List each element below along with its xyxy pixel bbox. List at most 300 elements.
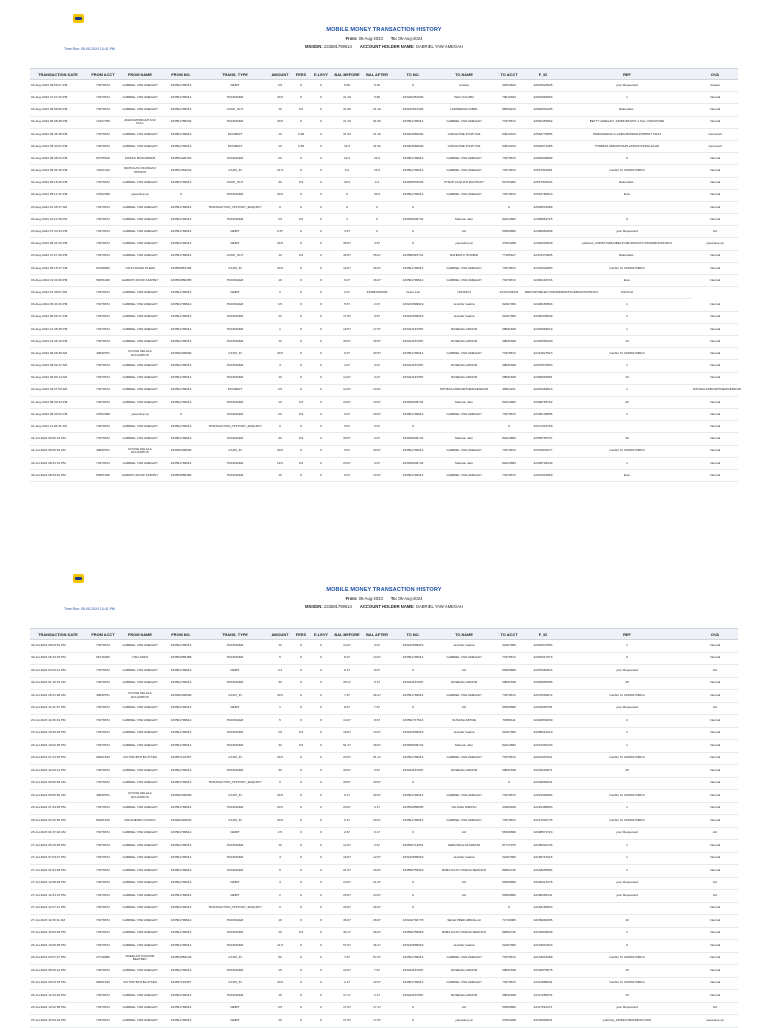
column-header: TO NO. [392,629,434,640]
table-cell: GABRIEL YAW AMEGAH [120,940,160,953]
table-cell: 0 [310,311,332,323]
table-cell: 0 [292,335,310,347]
table-cell: KWAKU BOSOMPEM [120,153,160,165]
table-cell: 0.5 [268,80,292,92]
table-cell: RASENAL ADDOR [434,323,494,335]
table-cell: DEBIT [202,1002,268,1015]
table-cell: 31-Jul-2024 09:59:19 PM [30,433,86,445]
table-cell: 73379672 [86,128,120,140]
table-cell: 30.9 [362,189,392,201]
table-cell: 0.5 [292,433,310,445]
table-cell: 79659111 [494,715,524,728]
table-cell: 42517821861 [524,165,562,177]
table-cell: 233591788346 [160,116,202,128]
table-cell: 10 [268,915,292,928]
table-cell: 12.67 [362,852,392,865]
table-cell: 72316974 [434,287,494,299]
table-cell: 55309896 [494,877,524,890]
table-cell: viiz [692,665,738,678]
table-cell: 233591799614 [392,690,434,703]
table-cell: 0 [562,652,692,665]
table-cell: 233554880385 [160,470,202,482]
table-cell: 233591799614 [392,262,434,274]
table-cell: Internal [692,214,738,226]
column-header: REF [562,69,692,80]
table-cell: 42249995791 [524,702,562,715]
mtn-logo-icon [73,14,84,23]
table-cell: 0 [310,852,332,865]
table-cell: 233591799614 [160,715,202,728]
date-range [0,596,768,601]
table-cell: Cashin To 233591799614 [562,165,692,177]
table-cell: 0.17 [332,790,362,803]
table-cell: 233591799614 [160,311,202,323]
table-cell: GABRIEL YAW AMEGAH [434,116,494,128]
table-cell: 79619944 [494,92,524,104]
table-cell: 0 [292,1015,310,1028]
table-cell: 233591799614 [160,940,202,953]
table-cell: 73379672 [86,990,120,1003]
table-cell: 233244167087 [392,323,434,335]
table-cell: 233540436599 [160,790,202,803]
table-cell: 26-Jul-2024 10:53:09 PM [30,927,86,940]
table-cell: 73379672 [494,977,524,990]
table-cell: GABRIEL YAW AMEGAH [120,702,160,715]
table-cell: 0 [310,323,332,335]
mtn-logo-icon [73,574,84,583]
table-cell: viiz [434,827,494,840]
table-cell: 233591799614 [160,840,202,853]
table-cell: 32407969 [494,299,524,311]
column-header: FROM NAME [120,629,160,640]
table-cell: 27-Jul-2024 09:15:36 PM [30,840,86,853]
run-timestamp: Time Run: 05-08-2024 13:41 PM [64,47,115,51]
table-cell: 0.5 [292,927,310,940]
table-cell: 0 [292,877,310,890]
table-row [30,396,738,408]
table-cell: 29-Jul-2024 09:55:56 AM [30,790,86,803]
table-cell: 42371319790 [524,421,562,433]
table-cell: 15 [268,990,292,1003]
table-cell: your Requested [562,827,692,840]
table-cell: CASH_IN [202,752,268,765]
table-cell: 233591799614 [160,299,202,311]
msisdn-label: MSISDN: [305,604,323,609]
table-cell: 42523623825 [524,80,562,92]
table-cell: 0 [292,153,310,165]
table-cell: GABRIEL YAW AMEGAH [120,177,160,189]
table-cell: 21.9 [332,153,362,165]
table-cell: 233591799614 [160,777,202,790]
table-cell: 18.57 [332,323,362,335]
table-cell: GABRIEL YAW AMEGAH [434,952,494,965]
table-cell: 18.67 [332,727,362,740]
table-cell: 30.5 [268,238,292,250]
table-cell: mempush [692,128,738,140]
table-cell: vivasar [434,80,494,92]
table-cell: 0 [292,1002,310,1015]
table-row [30,153,738,165]
table-cell: 64796656 [86,262,120,274]
table-cell: 1 [562,92,692,104]
table-row [30,677,738,690]
table-cell: 54813013 [494,140,524,152]
table-cell: TRANSFER [202,765,268,778]
table-cell: 2 [268,287,292,299]
table-cell: 0 [310,238,332,250]
table-cell: 0 [292,765,310,778]
table-cell: 2.07 [362,299,392,311]
table-cell: 233244167087 [392,990,434,1003]
table-cell: SUSANA ABTRE [434,715,494,728]
table-row [30,433,738,445]
statement-page-2 [0,560,768,1024]
table-cell: Internal [692,372,738,384]
table-cell: 0 [292,80,310,92]
table-cell: 0 [392,665,434,678]
table-header-row [30,69,738,80]
table-cell: TRANSFER [202,727,268,740]
table-cell: 73379672 [86,214,120,226]
table-cell: 0 [310,140,332,152]
table-cell: 82224683 [494,740,524,753]
table-cell: Cashin To 233591799614 [562,262,692,274]
table-cell: 0 [310,433,332,445]
table-cell: 42102990021 [524,1015,562,1028]
table-cell: 0.07 [362,640,392,653]
table-cell: 0 [392,702,434,715]
table-cell: 30-Jul-2024 09:21:08 AM [30,690,86,703]
table-cell: 73379672 [86,940,120,953]
table-cell: Internal [692,777,738,790]
table-cell: 32 [268,740,292,753]
table-cell: 31.52 [332,128,362,140]
table-cell: 26.67 [362,902,392,915]
table-cell: GABRIEL YAW AMEGAH [434,977,494,990]
from-value: 05-Aug-2023 [358,36,383,41]
table-cell: 0 [310,790,332,803]
table-cell: 42395128865 [524,409,562,421]
table-cell: 04-Aug-2024 05:04:29 PM [30,165,86,177]
table-cell: 233591799614 [392,153,434,165]
table-cell: 0 [310,665,332,678]
table-cell: 38691848 [494,765,524,778]
table-cell: 73379672 [86,865,120,878]
table-cell: Internal [692,965,738,978]
to-label: To: [390,36,398,41]
table-cell: 0 [310,1002,332,1015]
table-cell: Internal [692,335,738,347]
table-cell: Internal [692,815,738,828]
table-cell: GABRIEL YAW AMEGAH [120,201,160,213]
table-cell: 28-Jul-2024 01:37:40 AM [30,827,86,840]
table-cell: 10 [268,128,292,140]
table-cell: TRANSFER [202,275,268,287]
statement-page-1 [0,0,768,512]
table-cell: 21.16 [332,92,362,104]
table-row [30,777,738,790]
table-cell: yasondep op [434,238,494,250]
table-cell: 55309896 [494,1002,524,1015]
table-cell: 233244599919 [392,727,434,740]
table-cell: 0 [310,275,332,287]
table-cell: DEBIT [202,80,268,92]
table-cell: 0.07 [362,421,392,433]
table-cell: 82224683 [494,396,524,408]
table-cell: 0 [292,421,310,433]
table-cell: 42223399964 [524,790,562,803]
table-cell: 0 [292,890,310,903]
table-cell: TRANSFER [202,396,268,408]
table-cell: 55659213 [494,104,524,116]
table-cell: Maruwe Jato [434,214,494,226]
table-cell: 10 [268,104,292,116]
table-cell: 233591799614 [160,677,202,690]
table-cell: 42331843377 [524,445,562,457]
table-cell: 41.9 [332,140,362,152]
table-cell: 42307619869 [524,470,562,482]
table-cell: 0 [332,189,362,201]
table-cell: 47822298 [494,238,524,250]
table-cell: NICHOLAS OKUNDAYI PHINOS [120,165,160,177]
table-cell: mempush [692,140,738,152]
table-cell: 233549533336 [392,177,434,189]
table-cell: 0.5 [268,1002,292,1015]
table-cell: Internal [692,457,738,469]
table-cell: 233591799614 [160,877,202,890]
table-cell: 38691848 [494,335,524,347]
table-cell: 233591799614 [392,652,434,665]
table-cell: 30 [562,765,692,778]
table-cell: 233256609744 [392,433,434,445]
table-cell: 1 [562,852,692,865]
table-cell: 0.1 [268,665,292,678]
table-cell: 73379672 [494,165,524,177]
table-cell [434,421,494,433]
table-cell: TRANSFER [202,852,268,865]
table-cell: 73379672 [86,238,120,250]
table-cell: 0 [292,802,310,815]
table-cell: PAYMENT [202,140,268,152]
table-cell: 0 [392,827,434,840]
table-cell: 233591799614 [160,433,202,445]
holder-label: ACCOUNT HOLDER NAME: [359,44,415,49]
table-cell: Internal [692,990,738,1003]
table-cell: Cashin To 233591799614 [562,977,692,990]
table-cell: 42247662233 [524,740,562,753]
table-row [30,372,738,384]
table-cell: 233591799614 [392,275,434,287]
from-label: From: [345,596,358,601]
table-cell: 233598015731 [392,250,434,262]
table-cell: 57.67 [362,952,392,965]
holder-label: ACCOUNT HOLDER NAME: [359,604,415,609]
table-cell: REPORTNBLEVY002304980ATSGDBA207975039.0 [524,287,562,299]
table-cell: 73379672 [86,177,120,189]
table-cell: CASH_OUT [202,250,268,262]
table-cell: 38691848 [494,990,524,1003]
table-cell: 0 [362,226,392,238]
table-cell: 73379672 [86,840,120,853]
table-cell: TRANSFER [202,214,268,226]
table-cell: 28-Jul-2024 07:02:50 PM [30,815,86,828]
table-cell: GABRIEL YAW AMEGAH [120,640,160,653]
table-cell: 42182180833 [524,902,562,915]
table-cell: DEBIT [202,287,268,299]
from-value: 05-Aug-2023 [358,596,383,601]
table-row [30,104,738,116]
table-row [30,250,738,262]
column-header: F_ID [524,629,562,640]
table-cell: 233204666992 [392,128,434,140]
table-cell: RASENAL ADDOR [434,677,494,690]
table-cell: GABRIEL YAW AMEGAH [120,323,160,335]
table-cell: Internal [692,740,738,753]
table-cell: Internal [692,323,738,335]
table-cell: GABRIEL YAW AMEGAH [120,877,160,890]
table-cell: 0.5 [292,457,310,469]
table-cell: Maruwe Jato [434,740,494,753]
table-cell: CASH_OUT [202,177,268,189]
table-cell: 38691848 [494,965,524,978]
table-cell: 0 [310,470,332,482]
table-cell: 0 [310,677,332,690]
table-cell: 26.67 [362,915,392,928]
table-cell: 73379672 [86,433,120,445]
table-cell: 233256609744 [392,396,434,408]
column-header: BAL BEFORE [332,69,362,80]
table-cell: 26-Jul-2024 12:44:46 PM [30,990,86,1003]
table-cell: DEBIT [202,890,268,903]
table-cell: 73379672 [86,1015,120,1028]
table-cell: 55309896 [494,665,524,678]
table-cell: 73379672 [494,752,524,765]
run-timestamp: Time Run: 05-08-2024 13:41 PM [64,607,115,611]
table-row [30,965,738,978]
table-cell: 10 [268,470,292,482]
table-cell: 42184656594 [524,865,562,878]
table-cell: 04-Aug-2024 05:46:38 PM [30,128,86,140]
column-header: AMOUNT [268,69,292,80]
table-row [30,790,738,803]
table-cell: GABRIEL YAW AMEGAH [120,677,160,690]
table-cell: 0.5 [292,177,310,189]
table-cell: 73379672 [86,457,120,469]
transaction-table [30,68,741,482]
table-cell: 0 [310,189,332,201]
table-cell: 0 [292,752,310,765]
table-cell: 55309896 [494,702,524,715]
table-cell: your Requested [562,890,692,903]
table-cell: 42134915489 [524,952,562,965]
table-cell: yasondep op [692,238,738,250]
table-cell: 17.57 [332,311,362,323]
table-cell: 73379672 [86,1002,120,1015]
table-cell: 29-Jul-2024 10:02:35 PM [30,740,86,753]
table-cell: TRANSFER [202,652,268,665]
table-cell: 0 [392,777,434,790]
table-cell: 12 [268,311,292,323]
table-cell: PAYMENT [202,128,268,140]
table-cell: 233591799614 [160,104,202,116]
table-cell: GABRIEL YAW AMEGAH [434,470,494,482]
table-cell: 0 [392,238,434,250]
table-cell: 0 [310,104,332,116]
from-label: From: [345,36,358,41]
table-cell: 0 [310,421,332,433]
column-header: FROM NAME [120,69,160,80]
table-cell: 42355765737 [524,433,562,445]
table-cell: TRANSFER [202,740,268,753]
table-cell: VICTOR BAH BLUTTER [120,977,160,990]
table-cell: 1 [268,323,292,335]
table-cell: 42287960016 [524,665,562,678]
table-row [30,214,738,226]
table-row [30,890,738,903]
table-cell: 30.5 [268,116,292,128]
table-cell: 73379672 [86,740,120,753]
table-cell: Maruwe Jato [434,396,494,408]
table-cell: 0 [310,445,332,457]
table-cell: 0.17 [362,827,392,840]
table-row [30,189,738,201]
table-cell: 30.5 [268,348,292,360]
table-cell: 2.17 [332,977,362,990]
table-cell: your Requested [562,1002,692,1015]
table-cell: 0 [310,765,332,778]
table-cell: 0 [310,990,332,1003]
table-cell: 0 [292,815,310,828]
table-cell: 4 [268,852,292,865]
table-cell: 89892736 [494,865,524,878]
table-cell: your Requested [562,877,692,890]
table-cell: 233591799614 [160,80,202,92]
table-cell: 13.07 [362,652,392,665]
table-cell: 233244167087 [392,677,434,690]
table-row [30,92,738,104]
table-cell: 5 [268,865,292,878]
table-cell: 233591799614 [160,128,202,140]
table-cell: Internal [692,360,738,372]
table-cell: DEBIT [202,665,268,678]
table-cell: Internal [692,927,738,940]
table-cell: PERMANENA-A-AZMGRSPDM12335591773414 [562,128,692,140]
table-cell: 0 [292,852,310,865]
table-cell: TRANSFER [202,802,268,815]
column-header: TRANSACTION DATE [30,629,86,640]
table-cell: 17.57 [362,323,392,335]
table-cell: 233591799614 [160,765,202,778]
table-cell: 66716946 [86,652,120,665]
table-cell: 0.07 [332,409,362,421]
table-cell: 233242792778 [392,915,434,928]
table-cell: 233591799614 [160,665,202,678]
table-cell: VODAFONE PUSH IN& [434,140,494,152]
table-cell: 7.67 [332,952,362,965]
table-cell: GABRIEL YAW AMEGAH [434,752,494,765]
table-cell: 42302617573 [524,652,562,665]
table-cell: GABRIEL YAW AMEGAH [120,396,160,408]
column-header: BAL AFTER [362,629,392,640]
table-cell: 10 [268,1015,292,1028]
table-cell: viiz [692,877,738,890]
table-cell: 0 [292,311,310,323]
table-cell: GABRIEL YAW AMEGAH [120,104,160,116]
msisdn-value: 233591799614 [323,44,352,49]
table-cell: 30.67 [332,777,362,790]
table-cell: GABRIEL YAW AMEGAH [120,214,160,226]
to-value: 05-Aug-2024 [398,36,423,41]
